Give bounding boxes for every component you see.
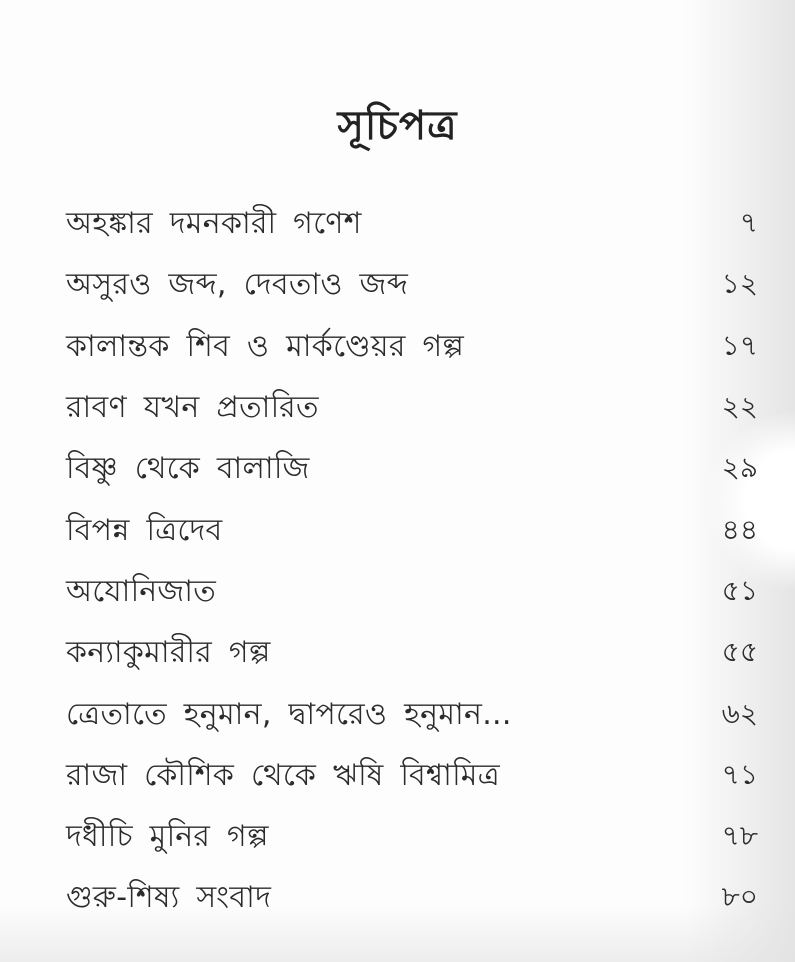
- toc-entry-title: কন্যাকুমারীর গল্প: [66, 635, 271, 671]
- toc-entry-page-number: ৭১: [721, 757, 758, 791]
- toc-entry-page-number: ৫১: [721, 573, 758, 607]
- toc-entry-page-number: ১২: [721, 267, 758, 301]
- toc-entry-page-number: ৭: [739, 206, 758, 240]
- toc-entry-title: রাজা কৌশিক থেকে ঋষি বিশ্বামিত্র: [66, 757, 501, 793]
- toc-entry: [66, 194, 758, 255]
- toc-entry-title: গুরু-শিষ্য সংবাদ: [66, 880, 272, 916]
- toc-entry-page-number: ১৭: [721, 328, 758, 362]
- page-title: সূচিপত্র: [337, 103, 458, 149]
- toc-entry: [66, 746, 758, 807]
- toc-entry-title: অহঙ্কার দমনকারী গণেশ: [66, 206, 362, 242]
- toc-entry-title: অসুরও জব্দ, দেবতাও জব্দ: [66, 267, 409, 303]
- toc-entry: [66, 684, 758, 745]
- toc-entry-page-number: ৪৪: [721, 512, 758, 546]
- toc-entry-title: দধীচি মুনির গল্প: [66, 819, 269, 855]
- toc-list: [66, 194, 758, 930]
- toc-entry-title: কালান্তক শিব ও মার্কণ্ডেয়র গল্প: [66, 328, 465, 364]
- toc-entry-title: ত্রেতাতে হনুমান, দ্বাপরেও হনুমান...: [66, 696, 512, 732]
- toc-entry-title: বিষ্ণু থেকে বালাজি: [66, 451, 310, 487]
- toc-entry-page-number: ৭৮: [721, 819, 758, 853]
- toc-entry: [66, 255, 758, 316]
- toc-entry: [66, 317, 758, 378]
- toc-entry: [66, 623, 758, 684]
- toc-entry: [66, 439, 758, 500]
- toc-entry-title: রাবণ যখন প্রতারিত: [66, 390, 319, 426]
- toc-entry-page-number: ৫৫: [721, 635, 758, 669]
- toc-entry: [66, 562, 758, 623]
- toc-entry-title: অযোনিজাত: [66, 573, 217, 609]
- toc-entry: [66, 868, 758, 929]
- toc-entry-title: বিপন্ন ত্রিদেব: [66, 512, 223, 548]
- toc-entry: [66, 378, 758, 439]
- toc-entry-page-number: ২৯: [721, 451, 758, 485]
- toc-entry-page-number: ২২: [721, 390, 758, 424]
- toc-entry: [66, 500, 758, 561]
- toc-entry: [66, 807, 758, 868]
- toc-entry-page-number: ৮০: [721, 880, 758, 914]
- toc-entry-page-number: ৬২: [721, 696, 758, 730]
